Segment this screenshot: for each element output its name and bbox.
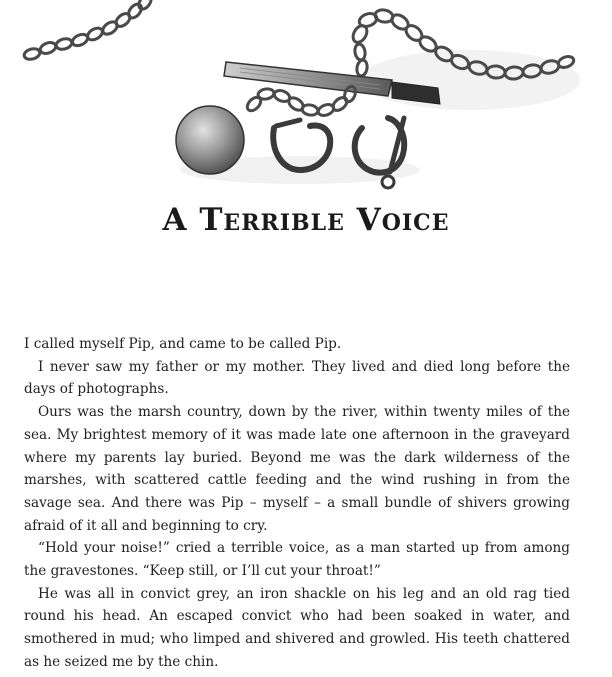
paragraph: I called myself Pip, and came to be called Pip.	[24, 336, 342, 352]
paragraph: I never saw my father or my mother. They lived and died long before the days of photographs.	[24, 358, 570, 398]
chains-ball-shackles-file-icon	[0, 0, 612, 200]
paragraph: “Hold your noise!” cried a terrible voice, as a man started up from among the gravestones. “Keep still, or I’ll cut your throat!”	[24, 540, 570, 580]
paragraph: He was all in convict grey, an iron shackle on his leg and an old rag tied round his head. An escaped convict who had been soaked in water, and smothered in mud; who limped and shivered and growled. His teeth chattered as he seized me by the chin.	[24, 585, 570, 670]
left-chain	[23, 0, 154, 61]
chapter-title: A Terrible Voice	[162, 202, 450, 238]
chapter-body	[24, 333, 570, 674]
paragraph: Ours was the marsh country, down by the river, within twenty miles of the sea. My brightest memory of it was made late one afternoon in the graveyard where my parents lay buried. Beyond me was the dark wilderness of the marshes, with scattered cattle feeding and the wind rushing in from the savage sea. And there was Pip – myself – a small bundle of shivers growing afraid of it all and beginning to cry.	[24, 404, 570, 534]
iron-ball	[176, 106, 244, 174]
